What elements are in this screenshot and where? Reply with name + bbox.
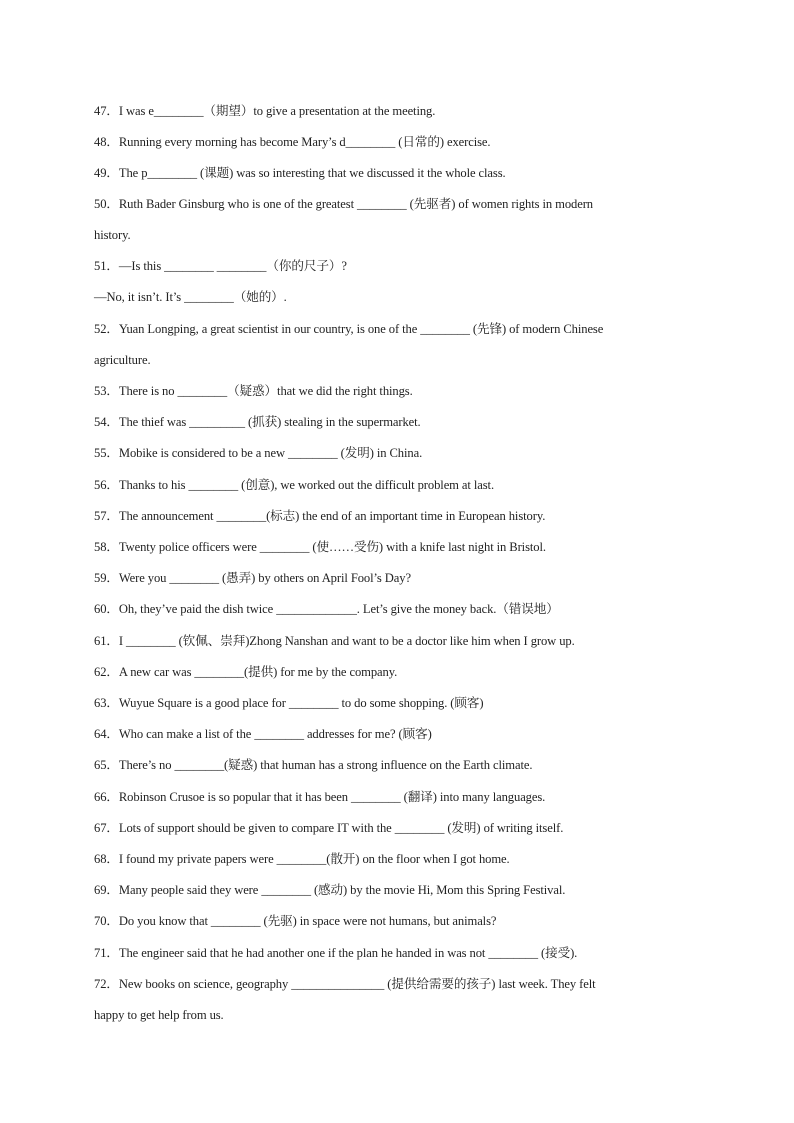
worksheet-line: 66．Robinson Crusoe is so popular that it has been ________ (翻译) into many languages.: [94, 790, 546, 804]
worksheet-line: 58．Twenty police officers were ________ (使……受伤) with a knife last night in Bristol.: [94, 540, 546, 554]
worksheet-line: 64．Who can make a list of the ________ addresses for me? (顾客): [94, 727, 432, 741]
worksheet-line: 63．Wuyue Square is a good place for ________ to do some shopping. (顾客): [94, 696, 484, 710]
worksheet-line: 48．Running every morning has become Mary’s d________ (日常的) exercise.: [94, 135, 491, 149]
worksheet-line: 51．—Is this ________ ________（你的尺子）?: [94, 259, 347, 273]
worksheet-line: 70．Do you know that ________ (先驱) in space were not humans, but animals?: [94, 914, 497, 928]
worksheet-line: 69．Many people said they were ________ (感动) by the movie Hi, Mom this Spring Festival.: [94, 883, 566, 897]
worksheet-line: 54．The thief was _________ (抓获) stealing in the supermarket.: [94, 415, 421, 429]
worksheet-line: 55．Mobike is considered to be a new ________ (发明) in China.: [94, 446, 423, 460]
worksheet-line: 57．The announcement ________(标志) the end of an important time in European history.: [94, 509, 546, 523]
worksheet-line: happy to get help from us.: [94, 1008, 224, 1022]
worksheet-line: 61．I ________ (钦佩、崇拜)Zhong Nanshan and want to be a doctor like him when I grow up.: [94, 634, 575, 648]
worksheet-line: 52．Yuan Longping, a great scientist in our country, is one of the ________ (先锋) of modern Chinese: [94, 322, 604, 336]
worksheet-line: 71．The engineer said that he had another one if the plan he handed in was not ________ (接受).: [94, 946, 578, 960]
worksheet-line: 67．Lots of support should be given to compare IT with the ________ (发明) of writing itself.: [94, 821, 564, 835]
worksheet-line: 53．There is no ________（疑惑）that we did the right things.: [94, 384, 413, 398]
worksheet-line: 68．I found my private papers were ________(散开) on the floor when I got home.: [94, 852, 510, 866]
worksheet-line: 50．Ruth Bader Ginsburg who is one of the greatest ________ (先驱者) of women rights in modern: [94, 197, 593, 211]
worksheet-line: 72．New books on science, geography _______________ (提供给需要的孩子) last week. They felt: [94, 977, 596, 991]
worksheet-line: 59．Were you ________ (愚弄) by others on April Fool’s Day?: [94, 571, 411, 585]
worksheet-line: 62．A new car was ________(提供) for me by the company.: [94, 665, 398, 679]
worksheet-line: 60．Oh, they’ve paid the dish twice _____________. Let’s give the money back.（错误地）: [94, 602, 559, 616]
worksheet-line: —No, it isn’t. It’s ________（她的）.: [94, 290, 287, 304]
worksheet-line: agriculture.: [94, 353, 151, 367]
worksheet-line: 65．There’s no ________(疑惑) that human has a strong influence on the Earth climate.: [94, 758, 533, 772]
worksheet-line: 56．Thanks to his ________ (创意), we worked out the difficult problem at last.: [94, 478, 495, 492]
worksheet-line: history.: [94, 228, 131, 242]
worksheet-line: 47．I was e________（期望）to give a presentation at the meeting.: [94, 104, 436, 118]
worksheet-line: 49．The p________ (课题) was so interesting that we discussed it the whole class.: [94, 166, 506, 180]
